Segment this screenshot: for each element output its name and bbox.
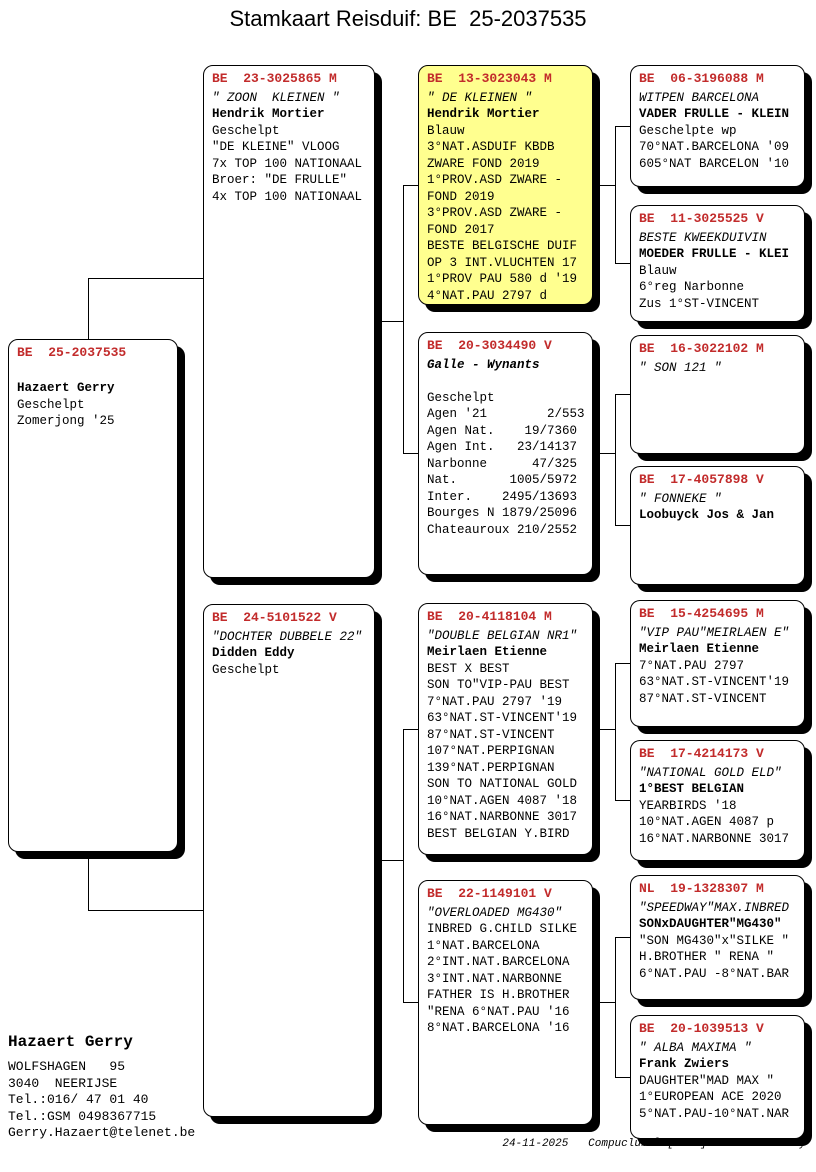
text-line: VADER FRULLE - KLEIN: [639, 107, 790, 121]
box-body: [639, 491, 796, 524]
text-line: SON TO"VIP-PAU BEST: [427, 678, 570, 692]
text-line: Tel.:GSM 0498367715: [8, 1108, 157, 1124]
text-line: 10°NAT.AGEN 4087 '18: [427, 793, 578, 808]
text-line: FOND 2017: [427, 222, 495, 237]
box-dam: [203, 604, 375, 1117]
connector-line: [593, 185, 616, 186]
text-line: BESTE BELGISCHE DUIF: [427, 239, 578, 253]
text-line: " ZOON KLEINEN ": [212, 90, 340, 105]
text-line: 1°EUROPEAN ACE 2020: [639, 1090, 782, 1104]
text-line: 3°NAT.ASDUIF KBDB: [427, 140, 555, 154]
connector-line: [403, 185, 404, 454]
text-line: Agen Int. 23/14137: [427, 440, 578, 454]
text-line: 7°NAT.PAU 2797 '19: [427, 694, 563, 709]
page-title: Stamkaart Reisduif: BE 25-2037535: [229, 6, 587, 31]
text-line: 16°NAT.NARBONNE 3017: [639, 831, 790, 846]
box-body: [212, 90, 366, 206]
text-line: 5°NAT.PAU-10°NAT.NAR: [639, 1106, 790, 1121]
text-line: " SON 121 ": [639, 360, 722, 375]
text-line: Hendrik Mortier: [212, 107, 325, 121]
text-line: Zus 1°ST-VINCENT: [639, 296, 760, 311]
connector-line: [615, 937, 616, 1078]
text-line: BESTE KWEEKDUIVIN: [639, 230, 767, 245]
box-sire-dam-dam: [630, 466, 805, 585]
text-line: SONxDAUGHTER"MG430": [639, 917, 782, 931]
ring-number: BE 20-3034490 V: [427, 338, 552, 353]
text-line: Gerry.Hazaert@telenet.be: [8, 1125, 196, 1140]
box-body: [427, 357, 584, 539]
connector-line: [615, 800, 631, 801]
connector-line: [615, 394, 631, 395]
text-line: 3040 NEERIJSE: [8, 1075, 118, 1091]
text-line: 10°NAT.AGEN 4087 p: [639, 815, 775, 829]
text-line: H.BROTHER " RENA ": [639, 950, 775, 964]
text-line: 107°NAT.PERPIGNAN: [427, 744, 555, 758]
text-line: Chateauroux 210/2552: [427, 522, 578, 537]
box-body: [639, 765, 796, 848]
text-line: " ALBA MAXIMA ": [639, 1040, 752, 1055]
text-line: [17, 364, 169, 381]
text-line: YEARBIRDS '18: [639, 798, 737, 813]
text-line: Geschelpt: [17, 397, 85, 412]
connector-line: [375, 321, 404, 322]
text-line: "OVERLOADED MG430": [427, 905, 563, 920]
box-body: [639, 360, 796, 377]
text-line: Broer: "DE FRULLE": [212, 173, 348, 187]
text-line: 16°NAT.NARBONNE 3017: [427, 810, 578, 824]
text-line: Blauw: [427, 123, 465, 138]
box-dam-dam-dam: [630, 1015, 805, 1139]
box-sire-sire: [418, 65, 593, 305]
text-line: Meirlaen Etienne: [427, 645, 548, 659]
text-line: " DE KLEINEN ": [427, 90, 533, 105]
text-line: DAUGHTER"MAD MAX ": [639, 1073, 775, 1088]
connector-line: [375, 860, 404, 861]
connector-line: [615, 525, 631, 526]
ring-number: BE 20-4118104 M: [427, 609, 552, 624]
text-line: 4x TOP 100 NATIONAAL: [212, 189, 363, 204]
box-sire-sire-dam: [630, 205, 805, 322]
text-line: 1°PROV PAU 580 d '19: [427, 272, 578, 286]
connector-line: [88, 852, 89, 911]
ring-number: BE 17-4214173 V: [639, 746, 764, 761]
box-body: [212, 629, 366, 679]
text-line: 1°PROV.ASD ZWARE -: [427, 173, 563, 187]
connector-line: [593, 1002, 616, 1003]
text-line: FATHER IS H.BROTHER: [427, 988, 570, 1002]
box-body: [639, 900, 796, 983]
connector-line: [593, 729, 616, 730]
text-line: "DOUBLE BELGIAN NR1": [427, 628, 578, 643]
box-sire-sire-sire: [630, 65, 805, 187]
connector-line: [615, 937, 631, 938]
connector-line: [403, 185, 419, 186]
box-body: [639, 230, 796, 313]
connector-line: [403, 1002, 419, 1003]
connector-line: [403, 729, 419, 730]
text-line: WOLFSHAGEN 95: [8, 1059, 126, 1074]
connector-line: [403, 729, 404, 1003]
text-line: Agen Nat. 19/7360: [427, 423, 578, 438]
text-line: 7x TOP 100 NATIONAAL: [212, 156, 363, 171]
box-body: [639, 90, 796, 173]
text-line: Galle - Wynants: [427, 357, 540, 372]
connector-line: [615, 126, 616, 264]
text-line: WITPEN BARCELONA: [639, 90, 760, 105]
connector-line: [615, 663, 631, 664]
text-line: "SON MG430"x"SILKE ": [639, 933, 790, 948]
text-line: "DOCHTER DUBBELE 22": [212, 629, 363, 644]
text-line: Tel.:016/ 47 01 40: [8, 1092, 149, 1107]
owner-name: Hazaert Gerry: [8, 1033, 133, 1051]
text-line: Bourges N 1879/25096: [427, 506, 578, 520]
ring-number: BE 20-1039513 V: [639, 1021, 764, 1036]
text-line: [427, 373, 584, 390]
text-line: Agen '21 2/553: [427, 407, 585, 421]
text-line: 70°NAT.BARCELONA '09: [639, 140, 790, 154]
text-line: 2°INT.NAT.BARCELONA: [427, 955, 570, 969]
text-line: OP 3 INT.VLUCHTEN 17: [427, 255, 578, 270]
text-line: Geschelpt: [212, 662, 280, 677]
text-line: INBRED G.CHILD SILKE: [427, 922, 578, 936]
connector-line: [88, 278, 204, 279]
ring-number: NL 19-1328307 M: [639, 881, 764, 896]
text-line: 87°NAT.ST-VINCENT: [427, 727, 555, 742]
text-line: Zomerjong '25: [17, 414, 115, 428]
connector-line: [403, 453, 419, 454]
owner-block: [8, 1033, 195, 1142]
box-body: [427, 90, 584, 305]
ring-number: BE 17-4057898 V: [639, 472, 764, 487]
box-dam-dam: [418, 880, 593, 1125]
text-line: Geschelpt: [427, 390, 495, 405]
box-body: [17, 364, 169, 430]
box-sire-dam-sire: [630, 335, 805, 454]
text-line: Blauw: [639, 263, 677, 278]
text-line: Loobuyck Jos & Jan: [639, 508, 775, 522]
text-line: FOND 2019: [427, 189, 495, 204]
connector-line: [615, 263, 631, 264]
box-body: [639, 625, 796, 708]
text-line: 63°NAT.ST-VINCENT'19: [427, 711, 578, 725]
box-body: [639, 1040, 796, 1123]
text-line: " FONNEKE ": [639, 491, 722, 506]
box-body: [427, 628, 584, 843]
ring-number: BE 13-3023043 M: [427, 71, 552, 86]
text-line: Nat. 1005/5972: [427, 473, 578, 487]
text-line: 605°NAT BARCELON '10: [639, 156, 790, 171]
text-line: Inter. 2495/13693: [427, 489, 578, 504]
text-line: BEST BELGIAN Y.BIRD: [427, 826, 570, 841]
text-line: 4°NAT.PAU 2797 d: [427, 288, 548, 303]
text-line: SON TO NATIONAL GOLD: [427, 777, 578, 791]
text-line: Meirlaen Etienne: [639, 642, 760, 656]
box-sire-dam: [418, 332, 593, 575]
text-line: Hazaert Gerry: [17, 381, 115, 395]
text-line: 6°reg Narbonne: [639, 280, 745, 294]
ring-number: BE 11-3025525 V: [639, 211, 764, 226]
connector-line: [615, 663, 616, 801]
text-line: ZWARE FOND 2019: [427, 156, 540, 171]
text-line: Geschelpt: [212, 123, 280, 138]
text-line: "VIP PAU"MEIRLAEN E": [639, 625, 790, 640]
text-line: 3°PROV.ASD ZWARE -: [427, 206, 563, 220]
text-line: "SPEEDWAY"MAX.INBRED: [639, 900, 790, 915]
text-line: 6°NAT.PAU -8°NAT.BAR: [639, 966, 790, 981]
owner-address: [8, 1059, 195, 1142]
text-line: 1°NAT.BARCELONA: [427, 938, 540, 953]
ring-number: BE 24-5101522 V: [212, 610, 337, 625]
text-line: MOEDER FRULLE - KLEI: [639, 247, 790, 261]
box-body: [427, 905, 584, 1037]
text-line: 63°NAT.ST-VINCENT'19: [639, 675, 790, 689]
text-line: Frank Zwiers: [639, 1057, 730, 1071]
text-line: "NATIONAL GOLD ELD": [639, 765, 782, 780]
ring-number: BE 25-2037535: [17, 345, 127, 360]
connector-line: [615, 394, 616, 526]
text-line: Geschelpte wp: [639, 123, 737, 138]
text-line: 1°BEST BELGIAN: [639, 782, 745, 796]
text-line: BEST X BEST: [427, 661, 510, 676]
connector-line: [615, 126, 631, 127]
connector-line: [615, 1077, 631, 1078]
ring-number: BE 22-1149101 V: [427, 886, 552, 901]
text-line: 139°NAT.PERPIGNAN: [427, 760, 555, 775]
connector-line: [88, 910, 204, 911]
box-dam-sire-dam: [630, 740, 805, 861]
ring-number: BE 06-3196088 M: [639, 71, 764, 86]
text-line: Hendrik Mortier: [427, 107, 540, 121]
text-line: "DE KLEINE" VLOOG: [212, 140, 340, 154]
text-line: Narbonne 47/325: [427, 456, 578, 471]
text-line: Didden Eddy: [212, 646, 295, 660]
footer-credit: 24-11-2025 Compuclub © [9.48] Hazaert Gerry: [502, 1138, 806, 1150]
text-line: 3°INT.NAT.NARBONNE: [427, 971, 563, 986]
text-line: "RENA 6°NAT.PAU '16: [427, 1004, 570, 1019]
text-line: 8°NAT.BARCELONA '16: [427, 1021, 570, 1035]
box-sire: [203, 65, 375, 578]
box-dam-sire: [418, 603, 593, 855]
text-line: 87°NAT.ST-VINCENT: [639, 691, 767, 706]
box-dam-sire-sire: [630, 600, 805, 727]
ring-number: BE 16-3022102 M: [639, 341, 764, 356]
ring-number: BE 15-4254695 M: [639, 606, 764, 621]
text-line: 7°NAT.PAU 2797: [639, 658, 745, 673]
box-dam-dam-sire: [630, 875, 805, 1000]
ring-number: BE 23-3025865 M: [212, 71, 337, 86]
box-subject: [8, 339, 178, 852]
connector-line: [593, 453, 616, 454]
connector-line: [88, 278, 89, 339]
